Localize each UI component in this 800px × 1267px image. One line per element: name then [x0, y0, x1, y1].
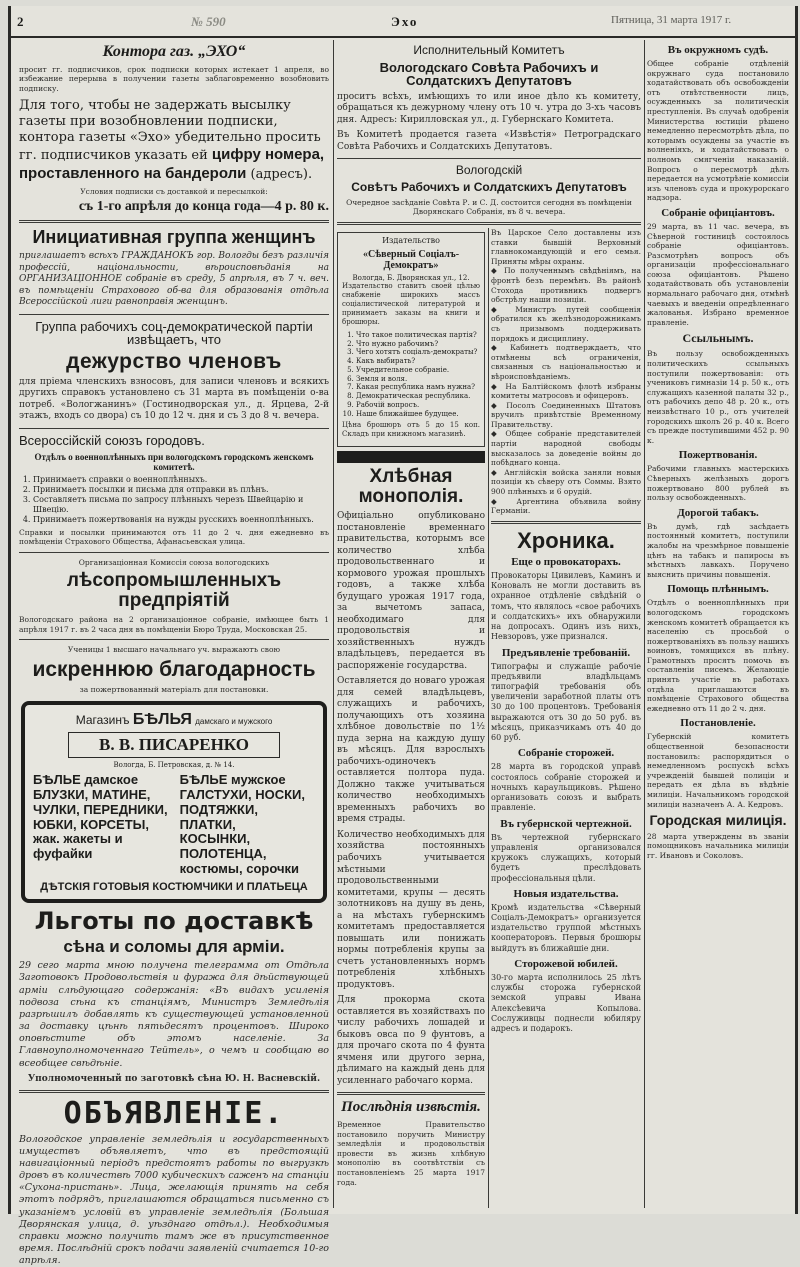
- group-text: для пріема членскихъ взносовъ, для записи членовъ и всякихъ другихъ справокъ установлено съ 31 марта въ помѣщеніи о-ва потреб. «Вологжанинъ» (Гостинодворская ул., д. Ярцева, 2-й этажъ, входъ со двора) съ 10 до 12 ч. дня и съ 3 до 8 ч. вечера.: [19, 376, 329, 422]
- waiters-text: 29 марта, въ 11 час. вечера, въ Сѣверной гостиницѣ состоялось собраніе офиціантовъ. Разсмотрѣнъ вопросъ объ организаціи профессіональнаго союза офиціантовъ. Рѣшено ходатайствовать объ установленіи нормальнаго рабочаго дня, отмѣнѣ чаевыхъ и введеніи опредѣленнаго жалованья. Избрано временное правленіе.: [647, 221, 789, 327]
- delivery-title: Льготы по доставкѣ: [34, 907, 314, 936]
- kontora-bold: цифру номера, проставленного на бандероли: [19, 146, 325, 183]
- thanks-sub: за пожертвованный матеріалъ для постановки.: [79, 685, 269, 695]
- column-4: [647, 40, 789, 1208]
- provocateurs-text: Провокаторы Цивилевъ, Каминъ и Коновалъ не могли доставить въ охранное отдѣленіе свѣдѣній о томъ, что являлось «свое рабочихъ и солдатскихъ» ихъ обнаружили на допросахъ. Одинъ изъ нихъ, Невзоровъ, уже признался.: [491, 570, 641, 642]
- tobacco-text: Въ думѣ, гдѣ засѣдаетъ постоянный комитетъ, поступили жалобы на чрезмѣрное повышеніе цѣнъ на табакъ и папиросы въ мѣстныхъ лавкахъ. Поручено выяснить причины повышенія.: [647, 521, 789, 579]
- ispolkom-text: проситъ всѣхъ, имѣющихъ то или иное дѣло къ комитету, обращаться къ дежурному члену отъ 10 ч. утра до 3-хъ часовъ дня. Адресъ: Кирилловская ул., д. Губернскаго Комитета.: [337, 91, 641, 125]
- shop-goods: [33, 773, 315, 878]
- women-text: приглашаетъ всѣхъ ГРАЖДАНОКЪ гор. Вологды безъ различія профессій, національности, вѣроисповѣданія на ОРГАНИЗАЦІОННОЕ собраніе въ среду, 5 апрѣля, въ 7 ч. веч. въ помѣщеніи Страхового об-ва для образованія отдѣла Всероссійской лиги равноправія женщинъ.: [19, 251, 329, 308]
- forest-text: Вологодскаго района на 2 организаціонное собраніе, имѣющее быть 1 апрѣля 1917 г. въ 2 часа дня въ помѣщеніи Бюро Труда, Московская 25.: [19, 615, 329, 634]
- union-title: Всероссійскій союзъ городовъ.: [19, 432, 205, 448]
- publishers-title: Новыя издательства.: [513, 887, 619, 900]
- divider: [19, 1090, 329, 1093]
- provocateurs-title: Еще о провокаторахъ.: [511, 555, 621, 568]
- column-2: [337, 228, 485, 1208]
- divider: [337, 222, 641, 225]
- tobacco-title: Дорогой табакъ.: [677, 506, 759, 519]
- decree-text: Губернскій комитетъ общественной безопасности постановилъ: распорядиться о немедленномъ роспускѣ всѣхъ учрежденій бывшей полиціи и передать ея дѣла въ вѣдѣніе милиціи. Начальникомъ городской милиціи назначенъ А. А. Кедровъ.: [647, 732, 789, 809]
- list-item: 2. Принимаетъ посылки и письма для отправки въ плѣнъ.: [33, 485, 329, 495]
- ispolkom-sub: Вологодскаго Совѣта Рабочихъ и Солдатскихъ Депутатовъ: [379, 59, 599, 89]
- black-bar: [337, 451, 485, 463]
- column-3: [491, 228, 641, 1208]
- exiles-title: Ссыльнымъ.: [682, 331, 754, 346]
- publisher-title: «Сѣверный Соціалъ-Демократъ»: [362, 249, 460, 271]
- demands-text: Типографы и служащіе рабочіе предъявили владѣльцамъ типографій требованія объ увеличеніи заработной платы отъ 30 до 100 процентовъ. Требованія выражаются отъ 30 до 50 руб. въ мѣсяцъ, приказчикамъ отъ 40 до 60 руб.: [491, 661, 641, 743]
- page-header: [11, 6, 795, 38]
- watchmen-title: Собраніе сторожей.: [517, 747, 615, 760]
- kontora-title: Контора газ. „ЭХО“: [102, 43, 246, 60]
- divider: [19, 639, 329, 640]
- column-rule: [644, 40, 645, 1208]
- publisher-text: Издательство ставитъ своей цѣлью снабженіе широкихъ массъ соціалистической литературой и принимаетъ заказы на книги и брошюры.: [342, 282, 480, 326]
- waiters-title: Собраніе офиціантовъ.: [661, 206, 775, 219]
- list-item: 3. Чего хотятъ соціалъ-демократы?: [356, 348, 480, 357]
- grain-text-3: Количество необходимыхъ для хозяйства постоянныхъ рабочихъ учитывается мѣстными продовольственными комитетами, крупы — десять золотниковъ на душу въ день, а на мѣстахъ губернскимъ комитетамъ предоставляется повышать или понижать нормы потребленія крупы за счетъ установленныхъ нормъ потребленія хлѣбныхъ продуктовъ.: [337, 829, 485, 990]
- thanks-title: искреннюю благодарность: [32, 658, 316, 682]
- column-1: [19, 40, 329, 1267]
- delivery-sign: Уполномоченный по заготовкѣ сѣна Ю. Н. Васневскій.: [27, 1073, 321, 1084]
- grain-title: Хлѣбная монополія.: [358, 466, 464, 508]
- union-sub: Отдѣлъ о военноплѣнныхъ при вологодскомъ городскомъ женскомъ комитетѣ.: [34, 451, 314, 472]
- issue-number: № 590: [191, 14, 226, 29]
- delivery-text: 29 сего марта мною получена телеграмма от Отдѣла Заготовокъ Продовольствія и фуража для дѣйствующей арміи слѣдующаго содержанія: «Въ видахъ усиленія подвоза сѣна къ станціямъ, Министръ Земледѣлія разрѣшилъ добавлять къ существующей установленной за доставку цѣнѣ пятьдесятъ процентовъ. Широко оповѣстите объ этомъ населеніе. За Главноуполномоченнаго Тейтель», о чемъ и сообщаю во всеобщее свѣдѣніе.: [19, 960, 329, 1069]
- list-item: 1. Что такое политическая партія?: [356, 331, 480, 340]
- thanks-pre: Ученицы 1 высшаго начальнаго уч. выражаютъ свою: [67, 645, 281, 655]
- grain-text-4: Для прокорма скота оставляется въ хозяйствахъ по числу рабочихъ лошадей и быковъ овса по 9 фунтовъ, а для прочаго скота по 4 фунта ячменя или другого зерна, дѣлимаго на каждый день для усиленнаго рабочаго корма.: [337, 995, 485, 1086]
- sovet-block: [337, 40, 641, 226]
- union-list: [33, 475, 329, 525]
- drafting-title: Въ губернской чертежной.: [500, 817, 632, 830]
- decree-title: Постановленіе.: [680, 717, 756, 730]
- delivery-title-2: сѣна и соломы для арміи.: [63, 937, 285, 957]
- exiles-text: Въ пользу освобожденныхъ политическихъ ссыльныхъ поступили пожертвованія: отъ учениковъ гимназіи 14 р. 50 к., отъ служащихъ казенной палаты 32 р., отъ рабочихъ депо 48 р. 20 к., отъ неизвѣстнаго 10 р., отъ учителей городскихъ школъ 26 р. 40 к. Всего съ прежде поступившими 452 р. 90 к.: [647, 349, 789, 445]
- list-item: 9. Рабочій вопросъ.: [356, 401, 480, 410]
- prisoners-title: Помощь плѣннымъ.: [667, 583, 769, 596]
- divider: [337, 158, 641, 159]
- publisher-foot: Цѣна брошюръ отъ 5 до 15 коп. Складъ при книжномъ магазинѣ.: [342, 421, 480, 439]
- sovet-title: Вологодскій: [455, 163, 523, 178]
- court-text: Общее собраніе отдѣленій окружнаго суда постановило ходатайствовать объ освобожденіи отъ отвѣтственности лицъ, осужденныхъ за политическія преступленія. Въ случаѣ одобренія Министерства юстиціи рѣшено немедленно пересмотрѣть дѣла, по которымъ осуждены за участіе въ волненіяхъ, и ходатайствовать о полномъ смягченіи наказаній. Вопросъ о пересмотрѣ дѣлъ передается на усмотрѣніе комиссіи изъ членовъ суда и прокурорскаго надзора.: [647, 59, 790, 203]
- kontora-conditions: Условия подписки съ доставкой и пересылкой:: [80, 186, 268, 196]
- announcement-title: ОБЪЯВЛЕНІЕ.: [63, 1096, 285, 1132]
- forest-pre: Организаціонная Комиссія союза вологодскихъ: [78, 557, 270, 567]
- paper-name: Эхо: [391, 14, 419, 29]
- publishers-text: Кромѣ издательства «Сѣверный Соціалъ-Демократъ» организуется издательство группой мѣстныхъ кооператоровъ. Первыя брошюры выйдутъ въ ближайшіе дни.: [491, 902, 641, 953]
- ispolkom-title: Исполнительный Комитетъ: [413, 43, 565, 57]
- shop-goods-left: БѢЛЬЕ дамское БЛУЗКИ, МАТИНЕ, ЧУЛКИ, ПЕРЕДНИКИ, ЮБКИ, КОРСЕТЫ, жак. жакеты и фуфайки: [33, 771, 168, 862]
- sovet-sub: Совѣтъ Рабочихъ и Солдатскихъ Депутатовъ: [351, 180, 627, 195]
- divider: [491, 521, 641, 524]
- list-item: 6. Земля и воля.: [356, 375, 480, 384]
- women-title: Инициативная группа женщинъ: [32, 227, 316, 248]
- publisher-pre: Издательство: [382, 236, 440, 245]
- grain-text-1: Офиціально опубликовано постановленіе временнаго правительства, которымъ все количество хлѣба продовольственнаго и кормового урожая прошлыхъ годовъ, а также хлѣба будущаго урожая 1917 года, за вычетомъ запаса, необходимаго для продовольствія и хозяйственныхъ нуждъ владѣльцевъ, передается въ распоряженіе государства.: [337, 511, 485, 671]
- publisher-list: [356, 331, 480, 419]
- forest-title: лѣсопромышленныхъ предпріятій: [66, 570, 282, 612]
- list-item: 3. Составляетъ письма по запросу плѣнныхъ черезъ Швейцарію и Швецію.: [33, 495, 329, 515]
- list-item: 10. Наше ближайшее будущее.: [356, 410, 480, 419]
- militia-text: 28 марта утверждены въ званіи помощниковъ начальника милиціи гг. Ивановъ и Соколовъ.: [647, 831, 789, 861]
- list-item: 2. Что нужно рабочимъ?: [356, 340, 480, 349]
- divider: [19, 428, 329, 429]
- latest-title: Послѣднія извѣстія.: [341, 1099, 481, 1116]
- column-rule: [333, 40, 334, 1208]
- column-rule: [488, 228, 489, 1208]
- issue-date: Пятница, 31 марта 1917 г.: [611, 14, 732, 26]
- chronicle-title: Хроника.: [517, 527, 615, 553]
- list-item: 4. Какъ выбирать?: [356, 357, 480, 366]
- list-item: 8. Демократическая республика.: [356, 392, 480, 401]
- shop-ad: [21, 701, 327, 904]
- announcement-text: Вологодское управленіе земледѣлія и государственныхъ имуществъ объявляетъ, что въ предстоящій навигаціонный періодъ предстоятъ работы по выгрузкѣ дровъ въ количествѣ 7000 кубическихъ саженъ на станціи «Сухона-пристань». Лица, желающія принять на себя этотъ подрядъ, приглашаются обращаться письменно съ указаніемъ условій въ управленіе земледѣлія (Большая Дворянская улица, д. уѣзднаго отдѣл.). Необходимыя справки можно получить тамъ же въ присутственное время. Послѣдній срокъ подачи заявленій считается 10-го апрѣля.: [19, 1133, 329, 1267]
- shop-header: Магазинъ БѢЛЬЯ дамскаго и мужского: [75, 710, 273, 728]
- list-item: 7. Какая республика намъ нужна?: [356, 383, 480, 392]
- jubilee-title: Сторожевой юбилей.: [514, 957, 618, 970]
- ispolkom-news: Въ Комитетѣ продается газета «Извѣстія» Петроградскаго Совѣта Рабочихъ и Солдатскихъ Депутатовъ.: [337, 130, 641, 152]
- kontora-price: съ 1-го апрѣля до конца года—4 р. 80 к.: [78, 199, 329, 215]
- group-bold: дежурство членовъ: [66, 349, 282, 373]
- publisher-box: [337, 232, 485, 447]
- divider: [19, 314, 329, 315]
- shop-address: Вологда, Б. Петровская, д. № 14.: [113, 760, 235, 769]
- prisoners-text: Отдѣлъ о военноплѣнныхъ при вологодскомъ городскомъ женскомъ комитетѣ обращается къ населенію съ просьбой о пожертвованіяхъ въ пользу нашихъ воиновъ, томящихся въ плѣну. Грамотныхъ просятъ помочь въ составленіи писемъ. Желающіе принять участіе въ работахъ отдѣла приглашаются въ помѣщеніе Страхового общества ежедневно отъ 11 до 2 ч. дня.: [647, 598, 789, 713]
- sovet-text: Очередное засѣданіе Совѣта Р. и С. Д. состоится сегодня въ помѣщеніи Дворянскаго Собранія, въ 8 ч. вечера.: [346, 197, 632, 217]
- list-item: 5. Учредительное собраніе.: [356, 366, 480, 375]
- demands-title: Предъявленіе требованій.: [501, 646, 631, 659]
- drafting-text: Въ чертежной губернскаго управленія организовался кружокъ служащихъ, который будетъ преслѣдовать профессіональныя цѣли.: [491, 832, 641, 883]
- court-title: Въ окружномъ судѣ.: [667, 44, 769, 56]
- newspaper-page: [8, 6, 798, 1267]
- divider: [337, 1092, 485, 1095]
- latest-text: Временное Правительство постановило поручить Министру земледѣлія и продовольствія провести въ жизнь хлѣбную монополію въ соотвѣтствіи съ постановленіемъ 25 марта 1917 года.: [337, 1120, 485, 1187]
- group-title: Группа рабочихъ соц-демократической партіи извѣщаетъ, что: [35, 318, 313, 348]
- publisher-address: Вологда, Б. Дворянская ул., 12.: [352, 274, 470, 282]
- shop-bottom: ДѢТСКІЯ ГОТОВЫЯ КОСТЮМЧИКИ И ПЛАТЬЕЦА: [40, 881, 308, 894]
- divider: [19, 220, 329, 223]
- donations-title: Пожертвованія.: [678, 449, 758, 462]
- shop-name: В. В. ПИСАРЕНКО: [68, 732, 279, 758]
- shop-goods-right: БѢЛЬЕ мужское ГАЛСТУХИ, НОСКИ, ПОДТЯЖКИ, ПЛАТКИ, КОСЫНКИ, ПОЛОТЕНЦА, костюмы, сорочки: [179, 771, 305, 877]
- kontora-main: Для того, чтобы не задержать высылку газеты при возобновлении подписки, контора газеты «Эхо» убедительно просить гг. подписчиков указать ей цифру номера, проставленного на бандероли (адресъ).: [19, 97, 325, 183]
- militia-title: Городская милиція.: [649, 812, 787, 829]
- jubilee-text: 30-го марта исполнилось 25 лѣтъ службы сторожа губернской земской управы Ивана Алексѣевича Копылова. Сослуживцы поднесли юбиляру адресъ и подарокъ.: [491, 972, 641, 1034]
- watchmen-text: 28 марта въ городской управѣ состоялось собраніе сторожей и ночныхъ караульщиковъ. Рѣшено организовать союзъ и выбрать правленіе.: [491, 762, 641, 813]
- divider: [19, 552, 329, 553]
- grain-text-2: Оставляется до новаго урожая для семей владѣльцевъ, служащихъ и рабочихъ, получающихъ отъ хозяина хлѣбное довольствіе по 1½ пуда зерна на каждую душу въ мѣсяцъ. Для взрослыхъ рабочихъ-одиночекъ оставляется полтора пуда. Должно также учитываться количество необходимыхъ временныхъ рабочихъ во время страды.: [337, 676, 485, 825]
- union-hours: Справки и посылки принимаются отъ 11 до 2 ч. дня ежедневно въ помѣщеніи Страхового Общества, Афанасьевская улица.: [19, 527, 329, 547]
- list-item: 1. Принимаетъ справки о военноплѣнныхъ.: [33, 475, 329, 485]
- donations-text: Рабочими главныхъ мастерскихъ Сѣверныхъ желѣзныхъ дорогъ пожертвовано 800 рублей въ пользу освобожденныхъ.: [647, 464, 789, 503]
- kontora-small: просит гг. подписчиков, срок подписки которых истекает 1 апреля, во избежание перерыва в получении газеты заблаговременно возобновить подписку.: [19, 64, 329, 93]
- list-item: 4. Принимаетъ пожертвованія на нужды русскихъ военноплѣнныхъ.: [33, 515, 329, 525]
- news-items: Въ Царское Село доставлены изъ ставки бывшій Верховный главнокомандующій и его семья. Приняты мѣры охраны. ◆ По полученнымъ свѣдѣніямъ, на фронтѣ безъ перемѣнъ. Въ районѣ Стохода противникъ подвергъ обстрѣлу наши позиціи. ◆ Министръ путей сообщенія обратился къ желѣзнодорожникамъ съ призывомъ поддерживать порядокъ и дисциплину. ◆ Кабинетъ подтверждаетъ, что отмѣнены всѣ ограниченія, связанныя съ національностью и вѣроисповѣданіемъ. ◆ На Балтійскомъ флотѣ избраны комитеты матросовъ и офицеровъ. ◆ Посолъ Соединенныхъ Штатовъ вручилъ привѣтствіе Временному Правительству. ◆ Общее собраніе представителей партіи народной свободы высказалось за доведеніе войны до побѣднаго конца. ◆ Англійскія войска заняли новыя позиціи къ сѣверу отъ Соммы. Взято 900 плѣнныхъ и 6 орудій. ◆ Аргентина объявила войну Германіи.: [491, 228, 641, 516]
- page-number: 2: [17, 14, 24, 29]
